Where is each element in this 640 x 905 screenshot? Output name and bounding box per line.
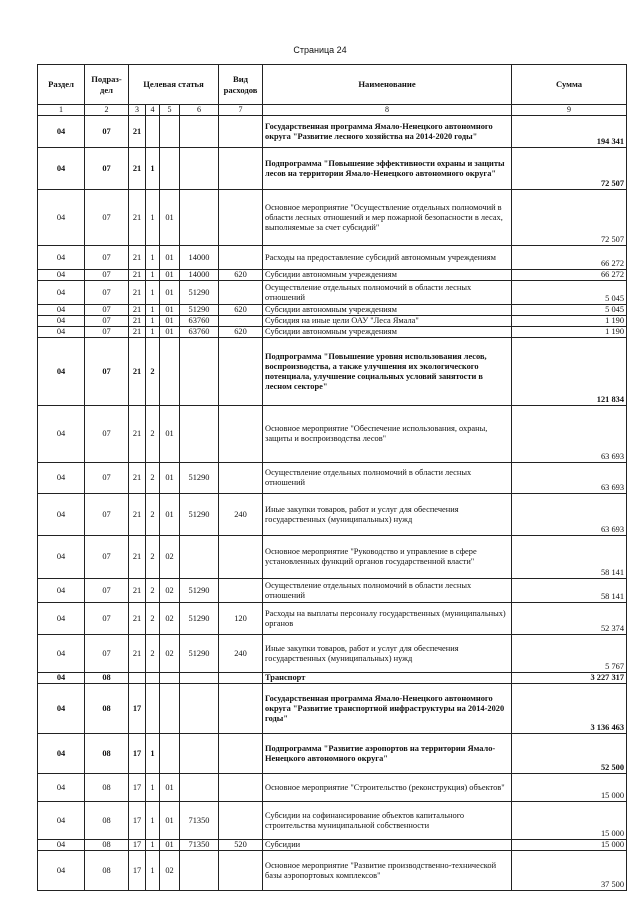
podrazdel-cell: 07 [85,148,129,190]
razdel-cell: 04 [38,305,85,316]
direction-cell [180,148,219,190]
direction-cell [180,673,219,684]
event-cell: 01 [160,270,180,281]
podrazdel-cell: 07 [85,463,129,494]
program-cell: 17 [129,684,146,734]
subprogram-cell: 1 [146,327,160,338]
sum-cell: 15 000 [512,774,627,802]
podrazdel-cell: 07 [85,246,129,270]
program-cell: 17 [129,802,146,840]
event-cell: 01 [160,463,180,494]
direction-cell: 51290 [180,281,219,305]
podrazdel-cell: 07 [85,281,129,305]
program-cell: 21 [129,190,146,246]
column-number: 4 [146,105,160,116]
event-cell: 01 [160,494,180,536]
direction-cell [180,851,219,891]
direction-cell: 51290 [180,579,219,603]
name-cell: Субсидии автономным учреждениям [263,305,512,316]
event-cell [160,116,180,148]
podrazdel-cell: 07 [85,316,129,327]
podrazdel-cell: 07 [85,579,129,603]
direction-cell: 14000 [180,246,219,270]
direction-cell: 14000 [180,270,219,281]
sum-cell: 52 500 [512,734,627,774]
name-cell: Расходы на предоставление субсидий автономным учреждениям [263,246,512,270]
header-razdel: Раздел [38,65,85,105]
sum-cell: 3 227 317 [512,673,627,684]
direction-cell [180,774,219,802]
podrazdel-cell: 07 [85,635,129,673]
sum-cell: 1 190 [512,316,627,327]
event-cell: 01 [160,316,180,327]
direction-cell [180,734,219,774]
vid-cell: 620 [219,305,263,316]
event-cell: 01 [160,774,180,802]
podrazdel-cell: 07 [85,190,129,246]
sum-cell: 72 507 [512,148,627,190]
podrazdel-cell: 08 [85,840,129,851]
table-row [38,494,627,536]
name-cell: Субсидии [263,840,512,851]
table-row [38,148,627,190]
page-label: Страница 24 [293,45,347,55]
vid-cell [219,673,263,684]
subprogram-cell: 1 [146,190,160,246]
column-number: 5 [160,105,180,116]
vid-cell: 240 [219,635,263,673]
program-cell: 21 [129,463,146,494]
podrazdel-cell: 08 [85,774,129,802]
event-cell [160,338,180,406]
subprogram-cell: 2 [146,579,160,603]
column-number: 1 [38,105,85,116]
table-row [38,851,627,891]
sum-cell: 63 693 [512,494,627,536]
razdel-cell: 04 [38,684,85,734]
table-row [38,338,627,406]
sum-cell: 5 045 [512,281,627,305]
sum-cell: 15 000 [512,802,627,840]
direction-cell: 71350 [180,840,219,851]
podrazdel-cell: 08 [85,802,129,840]
name-cell: Подпрограмма "Повышение эффективности охраны и защиты лесов на территории Ямало-Ненецкого автономного округа" [263,148,512,190]
podrazdel-cell: 08 [85,851,129,891]
direction-cell: 51290 [180,635,219,673]
header-sum: Сумма [512,65,627,105]
subprogram-cell: 1 [146,305,160,316]
column-number: 8 [263,105,512,116]
table-row [38,281,627,305]
direction-cell [180,116,219,148]
razdel-cell: 04 [38,463,85,494]
podrazdel-cell: 07 [85,116,129,148]
podrazdel-cell: 07 [85,270,129,281]
vid-cell [219,190,263,246]
column-number: 3 [129,105,146,116]
vid-cell [219,338,263,406]
direction-cell [180,406,219,463]
column-number: 7 [219,105,263,116]
name-cell: Субсидии автономным учреждениям [263,270,512,281]
subprogram-cell: 1 [146,246,160,270]
vid-cell [219,734,263,774]
column-number: 2 [85,105,129,116]
header-name: Наименование [263,65,512,105]
header-vid: Вид расходов [219,65,263,105]
sum-cell: 58 141 [512,579,627,603]
program-cell: 21 [129,148,146,190]
razdel-cell: 04 [38,802,85,840]
table-row [38,327,627,338]
razdel-cell: 04 [38,246,85,270]
subprogram-cell [146,684,160,734]
subprogram-cell: 1 [146,316,160,327]
razdel-cell: 04 [38,579,85,603]
sum-cell: 72 507 [512,190,627,246]
vid-cell [219,579,263,603]
program-cell: 17 [129,851,146,891]
sum-cell: 66 272 [512,246,627,270]
vid-cell [219,281,263,305]
sum-cell: 121 834 [512,338,627,406]
program-cell: 21 [129,116,146,148]
table-row [38,116,627,148]
subprogram-cell: 2 [146,603,160,635]
sum-cell: 194 341 [512,116,627,148]
program-cell: 21 [129,316,146,327]
razdel-cell: 04 [38,851,85,891]
program-cell: 21 [129,579,146,603]
table-row [38,579,627,603]
subprogram-cell: 2 [146,635,160,673]
name-cell: Расходы на выплаты персоналу государственных (муниципальных) органов [263,603,512,635]
podrazdel-cell: 07 [85,338,129,406]
vid-cell [219,463,263,494]
column-number-row [38,105,627,116]
podrazdel-cell: 08 [85,734,129,774]
table-body [38,116,627,891]
event-cell: 02 [160,635,180,673]
direction-cell: 63760 [180,327,219,338]
sum-cell: 3 136 463 [512,684,627,734]
header-row [38,65,627,105]
table-row [38,774,627,802]
subprogram-cell: 2 [146,463,160,494]
table-row [38,684,627,734]
program-cell: 21 [129,281,146,305]
program-cell: 17 [129,734,146,774]
event-cell: 01 [160,406,180,463]
name-cell: Субсидия на иные цели ОАУ "Леса Ямала" [263,316,512,327]
direction-cell: 63760 [180,316,219,327]
direction-cell [180,684,219,734]
name-cell: Субсидии автономным учреждениям [263,327,512,338]
event-cell [160,684,180,734]
name-cell: Иные закупки товаров, работ и услуг для обеспечения государственных (муниципальных) нужд [263,494,512,536]
sum-cell: 58 141 [512,536,627,579]
razdel-cell: 04 [38,190,85,246]
vid-cell: 240 [219,494,263,536]
sum-cell: 52 374 [512,603,627,635]
direction-cell: 51290 [180,494,219,536]
podrazdel-cell: 08 [85,684,129,734]
sum-cell: 37 500 [512,851,627,891]
subprogram-cell: 1 [146,802,160,840]
table-row [38,536,627,579]
subprogram-cell [146,116,160,148]
podrazdel-cell: 07 [85,327,129,338]
subprogram-cell: 2 [146,406,160,463]
name-cell: Транспорт [263,673,512,684]
vid-cell: 620 [219,270,263,281]
program-cell: 21 [129,270,146,281]
name-cell: Основное мероприятие "Строительство (реконструкция) объектов" [263,774,512,802]
direction-cell [180,190,219,246]
table-row [38,190,627,246]
table-row [38,463,627,494]
razdel-cell: 04 [38,536,85,579]
direction-cell [180,338,219,406]
direction-cell: 51290 [180,603,219,635]
table-row [38,406,627,463]
sum-cell: 5 045 [512,305,627,316]
name-cell: Осуществление отдельных полномочий в области лесных отношений [263,281,512,305]
vid-cell [219,536,263,579]
razdel-cell: 04 [38,281,85,305]
razdel-cell: 04 [38,338,85,406]
program-cell: 21 [129,327,146,338]
sum-cell: 63 693 [512,463,627,494]
subprogram-cell: 1 [146,148,160,190]
vid-cell [219,116,263,148]
event-cell: 02 [160,851,180,891]
name-cell: Основное мероприятие "Руководство и управление в сфере установленных функций органов государственной власти" [263,536,512,579]
podrazdel-cell: 07 [85,603,129,635]
sum-cell: 66 272 [512,270,627,281]
vid-cell [219,406,263,463]
podrazdel-cell: 07 [85,305,129,316]
direction-cell [180,536,219,579]
razdel-cell: 04 [38,116,85,148]
podrazdel-cell: 08 [85,673,129,684]
program-cell [129,673,146,684]
table-row [38,635,627,673]
name-cell: Подпрограмма "Развитие аэропортов на территории Ямало-Ненецкого автономного округа" [263,734,512,774]
podrazdel-cell: 07 [85,494,129,536]
subprogram-cell: 1 [146,281,160,305]
table-row [38,840,627,851]
event-cell [160,148,180,190]
direction-cell: 51290 [180,463,219,494]
sum-cell: 63 693 [512,406,627,463]
vid-cell: 120 [219,603,263,635]
razdel-cell: 04 [38,635,85,673]
subprogram-cell [146,673,160,684]
podrazdel-cell: 07 [85,406,129,463]
razdel-cell: 04 [38,327,85,338]
table-row [38,734,627,774]
vid-cell [219,316,263,327]
program-cell: 21 [129,406,146,463]
subprogram-cell: 1 [146,840,160,851]
vid-cell [219,684,263,734]
column-number: 9 [512,105,627,116]
name-cell: Государственная программа Ямало-Ненецкого автономного округа "Развитие транспортной инфраструктуры на 2014-2020 годы" [263,684,512,734]
program-cell: 17 [129,774,146,802]
name-cell: Осуществление отдельных полномочий в области лесных отношений [263,579,512,603]
subprogram-cell: 2 [146,338,160,406]
subprogram-cell: 1 [146,270,160,281]
razdel-cell: 04 [38,270,85,281]
razdel-cell: 04 [38,734,85,774]
event-cell: 01 [160,190,180,246]
sum-cell: 15 000 [512,840,627,851]
table-row [38,802,627,840]
program-cell: 21 [129,494,146,536]
table-row [38,603,627,635]
program-cell: 21 [129,305,146,316]
name-cell: Субсидии на софинансирование объектов капитального строительства муниципальной собственности [263,802,512,840]
podrazdel-cell: 07 [85,536,129,579]
event-cell [160,734,180,774]
header-podrazdel: Подраз-дел [85,65,129,105]
direction-cell: 71350 [180,802,219,840]
vid-cell: 520 [219,840,263,851]
table-row [38,316,627,327]
event-cell: 01 [160,281,180,305]
name-cell: Подпрограмма "Повышение уровня использования лесов, воспроизводства, а также улучшения их экологического потенциала, улучшение социальных условий занятости в лесном секторе" [263,338,512,406]
subprogram-cell: 2 [146,494,160,536]
vid-cell: 620 [219,327,263,338]
header-target: Целевая статья [129,65,219,105]
event-cell: 02 [160,536,180,579]
vid-cell [219,148,263,190]
razdel-cell: 04 [38,148,85,190]
sum-cell: 5 767 [512,635,627,673]
event-cell: 01 [160,246,180,270]
name-cell: Основное мероприятие "Развитие производственно-технической базы аэропортовых комплексов" [263,851,512,891]
razdel-cell: 04 [38,673,85,684]
program-cell: 21 [129,536,146,579]
razdel-cell: 04 [38,406,85,463]
name-cell: Основное мероприятие "Обеспечение использования, охраны, защиты и воспроизводства лесов" [263,406,512,463]
razdel-cell: 04 [38,774,85,802]
program-cell: 21 [129,635,146,673]
razdel-cell: 04 [38,494,85,536]
direction-cell: 51290 [180,305,219,316]
event-cell: 01 [160,802,180,840]
name-cell: Иные закупки товаров, работ и услуг для обеспечения государственных (муниципальных) нужд [263,635,512,673]
table-row [38,673,627,684]
event-cell: 02 [160,579,180,603]
subprogram-cell: 1 [146,851,160,891]
program-cell: 21 [129,246,146,270]
event-cell: 01 [160,327,180,338]
program-cell: 21 [129,338,146,406]
vid-cell [219,851,263,891]
budget-table [37,64,627,891]
program-cell: 17 [129,840,146,851]
vid-cell [219,246,263,270]
column-number: 6 [180,105,219,116]
table-row [38,270,627,281]
subprogram-cell: 1 [146,774,160,802]
event-cell [160,673,180,684]
subprogram-cell: 2 [146,536,160,579]
program-cell: 21 [129,603,146,635]
razdel-cell: 04 [38,316,85,327]
razdel-cell: 04 [38,603,85,635]
event-cell: 01 [160,840,180,851]
vid-cell [219,774,263,802]
event-cell: 02 [160,603,180,635]
table-row [38,305,627,316]
table-row [38,246,627,270]
event-cell: 01 [160,305,180,316]
name-cell: Осуществление отдельных полномочий в области лесных отношений [263,463,512,494]
sum-cell: 1 190 [512,327,627,338]
razdel-cell: 04 [38,840,85,851]
subprogram-cell: 1 [146,734,160,774]
name-cell: Государственная программа Ямало-Ненецкого автономного округа "Развитие лесного хозяйства на 2014-2020 годы" [263,116,512,148]
vid-cell [219,802,263,840]
name-cell: Основное мероприятие "Осуществление отдельных полномочий в области лесных отношений и мер пожарной безопасности в лесах, выполняемые за счет субсидий" [263,190,512,246]
